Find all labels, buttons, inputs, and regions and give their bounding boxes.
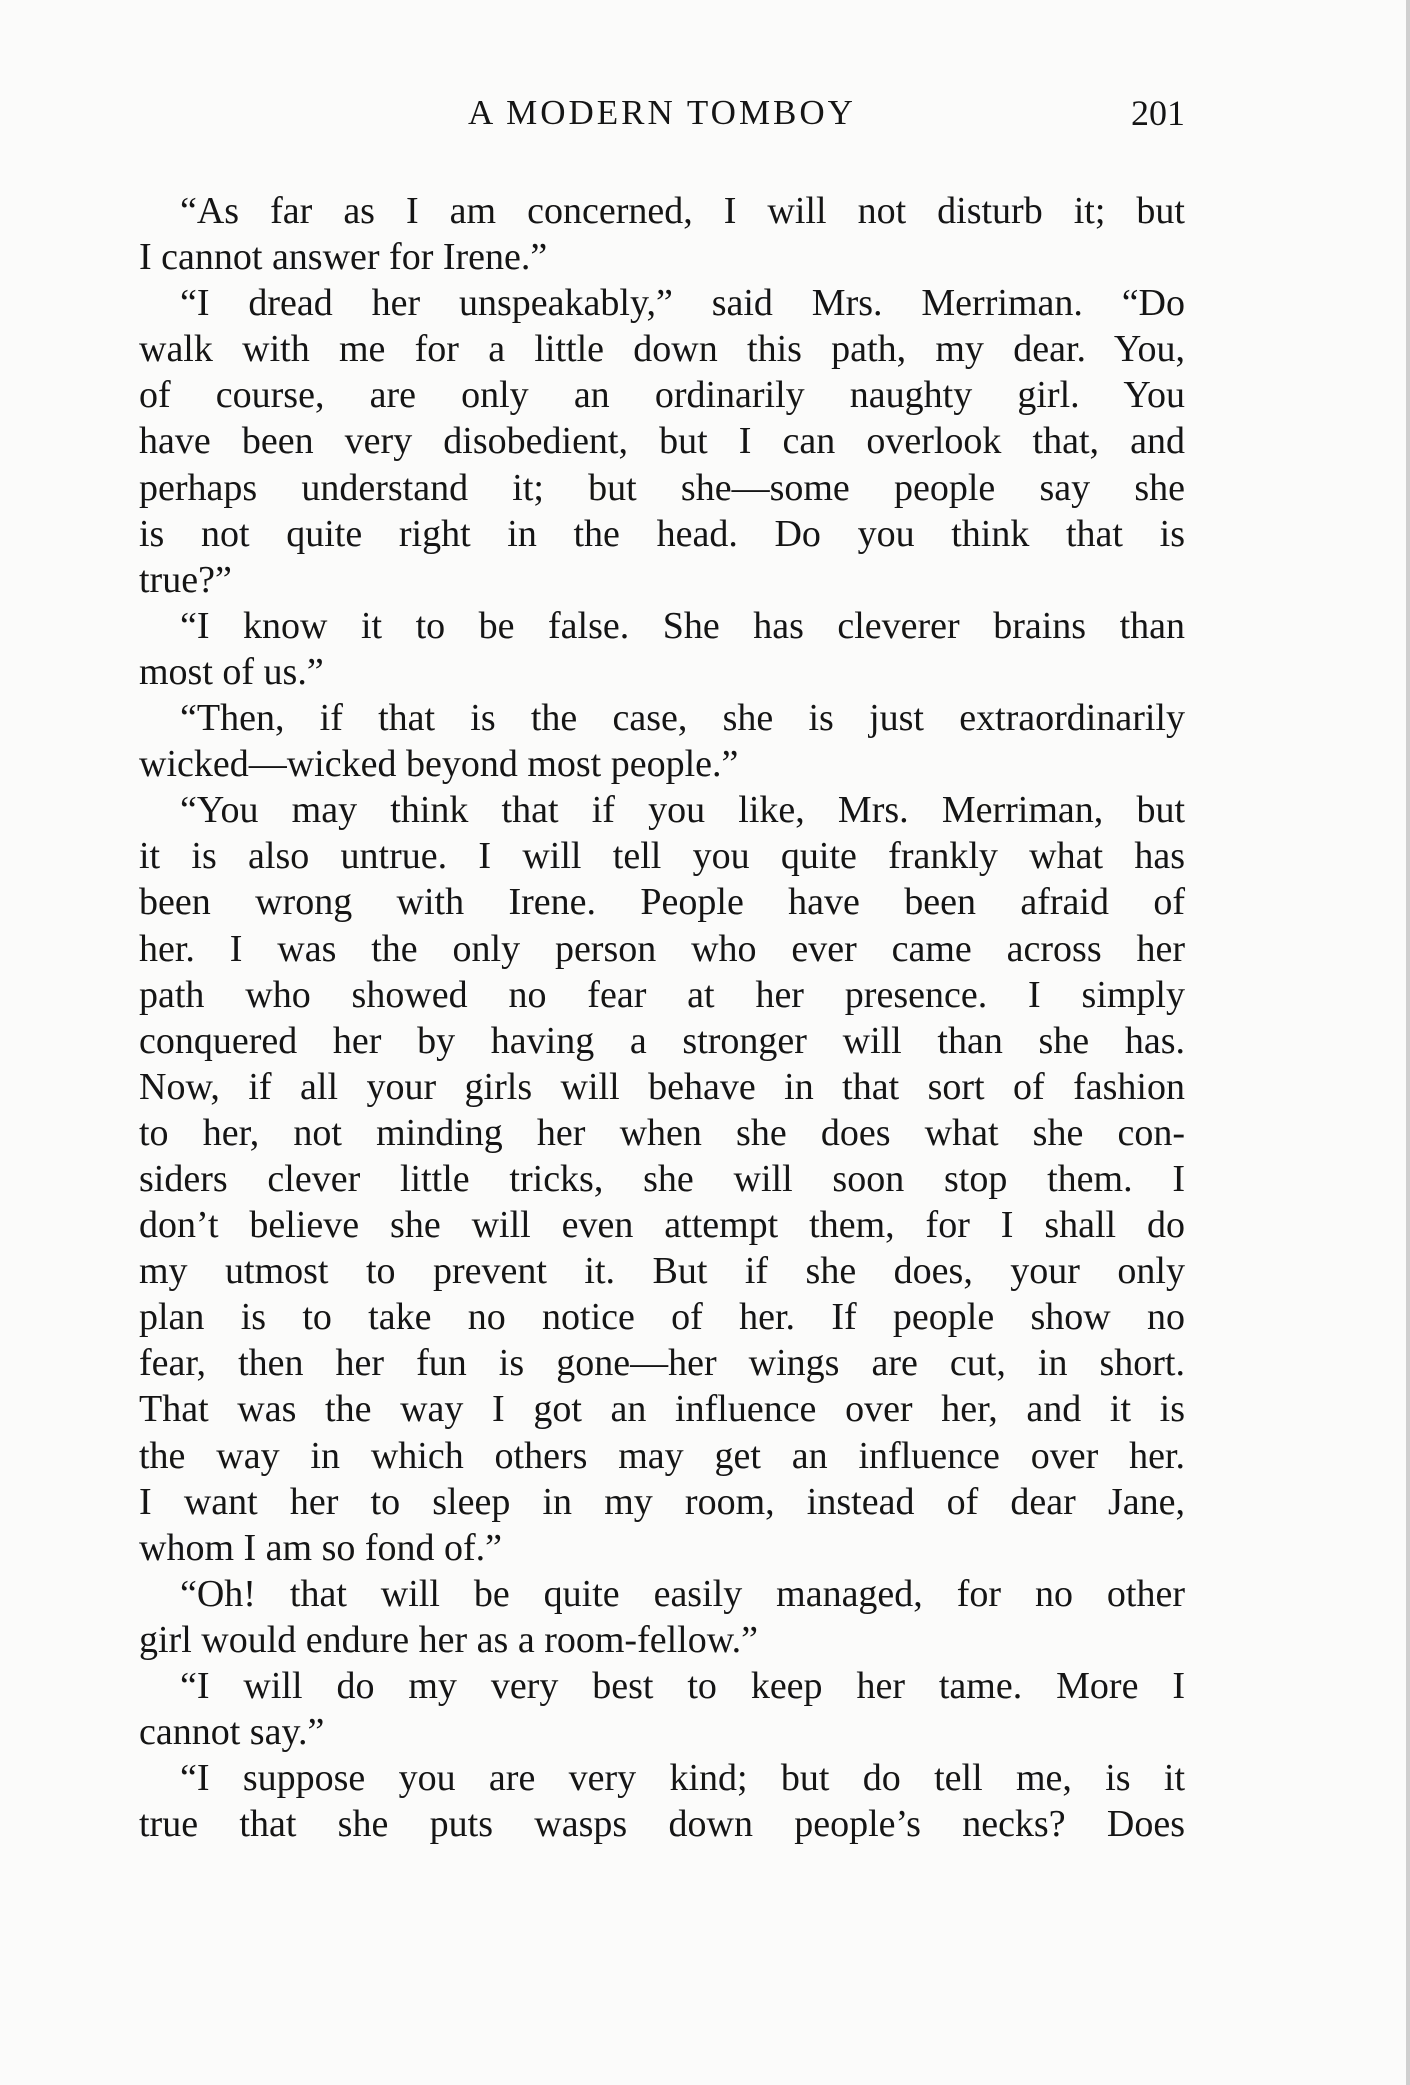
text-line: her. I was the only person who ever came across her: [139, 927, 1185, 970]
text-line: is not quite right in the head. Do you think that is: [139, 512, 1185, 555]
text-line: Now, if all your girls will behave in that sort of fashion: [139, 1065, 1185, 1108]
text-line: most of us.”: [139, 650, 324, 693]
text-line: “Oh! that will be quite easily managed, for no other: [180, 1572, 1185, 1615]
text-line: the way in which others may get an influence over her.: [139, 1434, 1185, 1477]
text-line: conquered her by having a stronger will than she has.: [139, 1019, 1185, 1062]
text-line: perhaps understand it; but she—some people say she: [139, 466, 1185, 509]
text-line: true that she puts wasps down people’s necks? Does: [139, 1803, 1185, 1846]
text-line: it is also untrue. I will tell you quite frankly what has: [139, 835, 1185, 878]
running-header: [139, 88, 1185, 138]
text-line: “I will do my very best to keep her tame. More I: [180, 1665, 1185, 1707]
text-line: cannot say.”: [139, 1711, 325, 1754]
text-line: “Then, if that is the case, she is just extraordinarily: [180, 697, 1185, 740]
page-edge: [1406, 0, 1410, 2085]
text-line: my utmost to prevent it. But if she does, your only: [139, 1250, 1185, 1293]
text-line: whom I am so fond of.”: [139, 1526, 503, 1569]
text-line: “As far as I am concerned, I will not disturb it; but: [180, 190, 1185, 232]
text-line: been wrong with Irene. People have been afraid of: [139, 881, 1185, 924]
text-line: of course, are only an ordinarily naughty girl. You: [139, 374, 1185, 417]
running-title: A MODERN TOMBOY: [468, 93, 856, 132]
text-line: wicked—wicked beyond most people.”: [139, 743, 739, 786]
body-text: [139, 188, 1185, 1847]
text-line: to her, not minding her when she does what she con-: [139, 1111, 1185, 1154]
text-line: “You may think that if you like, Mrs. Merriman, but: [180, 789, 1185, 832]
text-line: “I know it to be false. She has cleverer brains than: [180, 604, 1185, 647]
text-line: I cannot answer for Irene.”: [139, 236, 548, 279]
text-line: don’t believe she will even attempt them, for I shall do: [139, 1204, 1185, 1247]
text-line: girl would endure her as a room-fellow.”: [139, 1618, 759, 1661]
text-line: have been very disobedient, but I can overlook that, and: [139, 420, 1185, 463]
text-line: I want her to sleep in my room, instead of dear Jane,: [139, 1480, 1185, 1523]
text-line: fear, then her fun is gone—her wings are cut, in short.: [139, 1342, 1185, 1385]
text-line: path who showed no fear at her presence. I simply: [139, 973, 1185, 1016]
text-line: “I suppose you are very kind; but do tell me, is it: [180, 1757, 1185, 1800]
text-line: true?”: [139, 558, 232, 601]
text-line: siders clever little tricks, she will soon stop them. I: [139, 1157, 1185, 1200]
page-number: 201: [1131, 93, 1185, 133]
text-line: walk with me for a little down this path, my dear. You,: [139, 328, 1185, 371]
text-line: “I dread her unspeakably,” said Mrs. Merriman. “Do: [180, 282, 1185, 325]
text-line: plan is to take no notice of her. If people show no: [139, 1296, 1185, 1339]
text-line: That was the way I got an influence over her, and it is: [139, 1388, 1185, 1431]
